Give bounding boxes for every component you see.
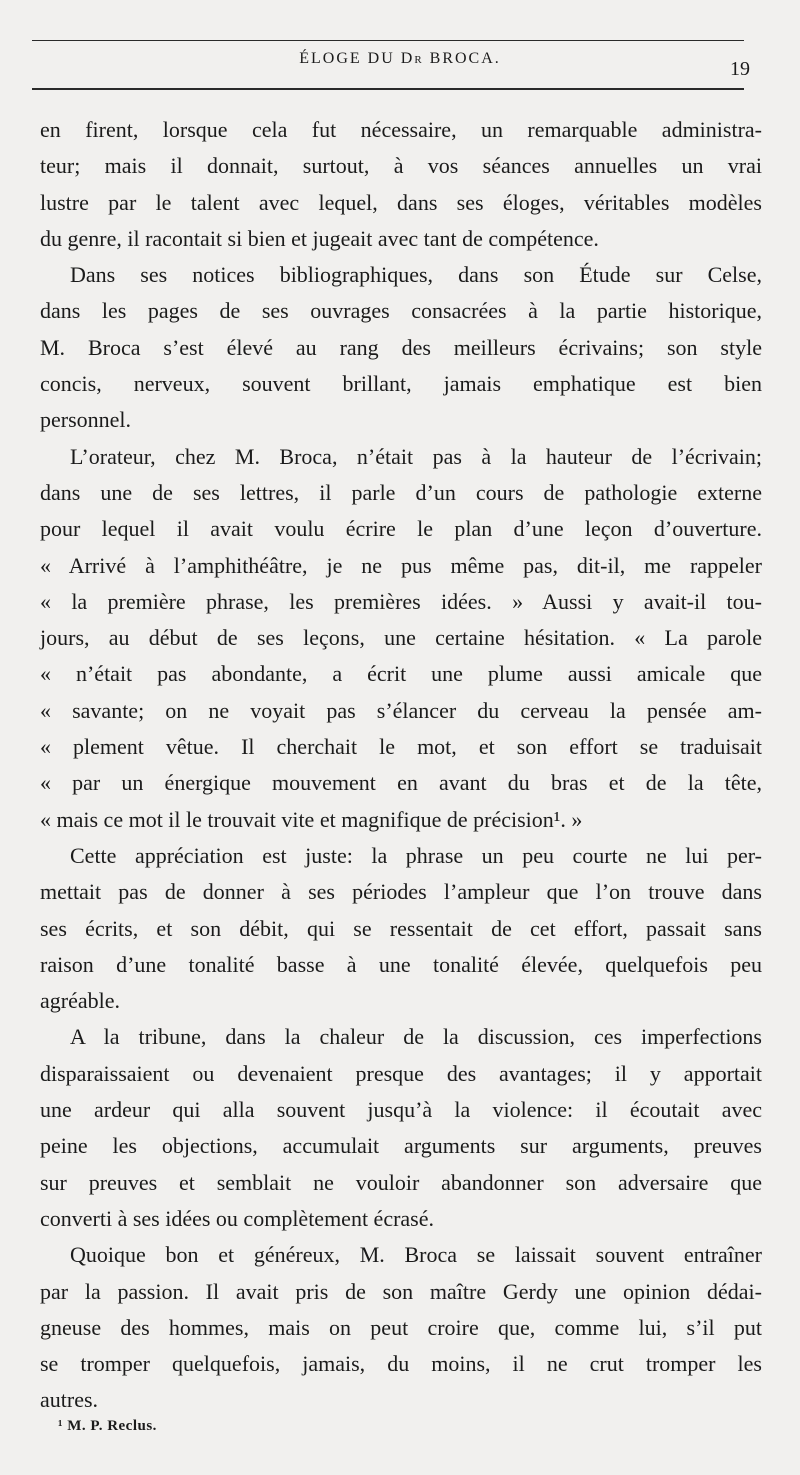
text-line: Dans ses notices bibliographiques, dans son Étude sur Celse, [70,262,762,288]
text-line: Cette appréciation est juste: la phrase un peu courte ne lui per- [70,842,762,868]
text-line: du genre, il racontait si bien et jugeait avec tant de compétence. [40,225,599,251]
text-line: peine les objections, accumulait arguments sur arguments, preuves [40,1133,762,1159]
body-text [40,112,762,1419]
text-line: Quoique bon et généreux, M. Broca se laissait souvent entraîner [70,1242,762,1268]
paragraph [40,257,762,438]
text-line: M. Broca s’est élevé au rang des meilleurs écrivains; son style [40,334,762,360]
text-line: mettait pas de donner à ses périodes l’ampleur que l’on trouve dans [40,879,762,905]
text-line: « par un énergique mouvement en avant du bras et de la tête, [40,770,762,796]
paragraph [40,1019,762,1237]
text-line: « savante; on ne voyait pas s’élancer du cerveau la pensée am- [40,697,762,723]
text-line: « la première phrase, les premières idées. » Aussi y avait-il tou- [40,588,762,614]
footnote: ¹ M. P. Reclus. [58,1418,157,1434]
text-line: dans les pages de ses ouvrages consacrées à la partie historique, [40,298,762,324]
text-line: converti à ses idées ou complètement écrasé. [40,1205,435,1231]
paragraph [40,1237,762,1418]
text-line: personnel. [40,407,132,433]
text-line: gneuse des hommes, mais on peut croire que, comme lui, s’il put [40,1314,762,1340]
page-number: 19 [730,58,750,80]
text-line: ses écrits, et son débit, qui se ressentait de cet effort, passait sans [40,915,762,941]
text-line: autres. [40,1387,99,1413]
text-line: pour lequel il avait voulu écrire le plan d’une leçon d’ouverture. [40,516,762,542]
header-bottom-rule [32,88,744,90]
text-line: « n’était pas abondante, a écrit une plume aussi amicale que [40,661,762,687]
text-line: L’orateur, chez M. Broca, n’était pas à la hauteur de l’écrivain; [70,443,762,469]
text-line: par la passion. Il avait pris de son maître Gerdy une opinion dédai- [40,1278,762,1304]
text-line: sur preuves et semblait ne vouloir abandonner son adversaire que [40,1169,762,1195]
header-top-rule [32,40,744,41]
running-head: ÉLOGE DU Dr BROCA. [299,50,501,67]
text-line: se tromper quelquefois, jamais, du moins, il ne crut tromper les [40,1351,762,1377]
paragraph [40,838,762,1019]
text-line: raison d’une tonalité basse à une tonalité élevée, quelquefois peu [40,951,762,977]
text-line: A la tribune, dans la chaleur de la discussion, ces imperfections [70,1024,762,1050]
text-line: jours, au début de ses leçons, une certaine hésitation. « La parole [40,625,762,651]
text-line: lustre par le talent avec lequel, dans ses éloges, véritables modèles [40,189,762,215]
text-line: en firent, lorsque cela fut nécessaire, un remarquable administra- [40,117,762,142]
text-line: « Arrivé à l’amphithéâtre, je ne pus même pas, dit-il, me rappeler [40,552,762,578]
text-line: « plement vêtue. Il cherchait le mot, et son effort se traduisait [40,734,762,760]
text-line: dans une de ses lettres, il parle d’un cours de pathologie externe [40,479,762,505]
paragraph [40,439,762,838]
text-line: teur; mais il donnait, surtout, à vos séances annuelles un vrai [40,153,762,179]
text-line: concis, nerveux, souvent brillant, jamais emphatique est bien [40,371,762,397]
paragraph [40,112,762,257]
text-line: « mais ce mot il le trouvait vite et magnifique de précision¹. » [40,806,583,832]
text-line: disparaissaient ou devenaient presque des avantages; il y apportait [40,1060,762,1086]
text-line: agréable. [40,988,120,1014]
text-line: une ardeur qui alla souvent jusqu’à la violence: il écoutait avec [40,1097,762,1123]
